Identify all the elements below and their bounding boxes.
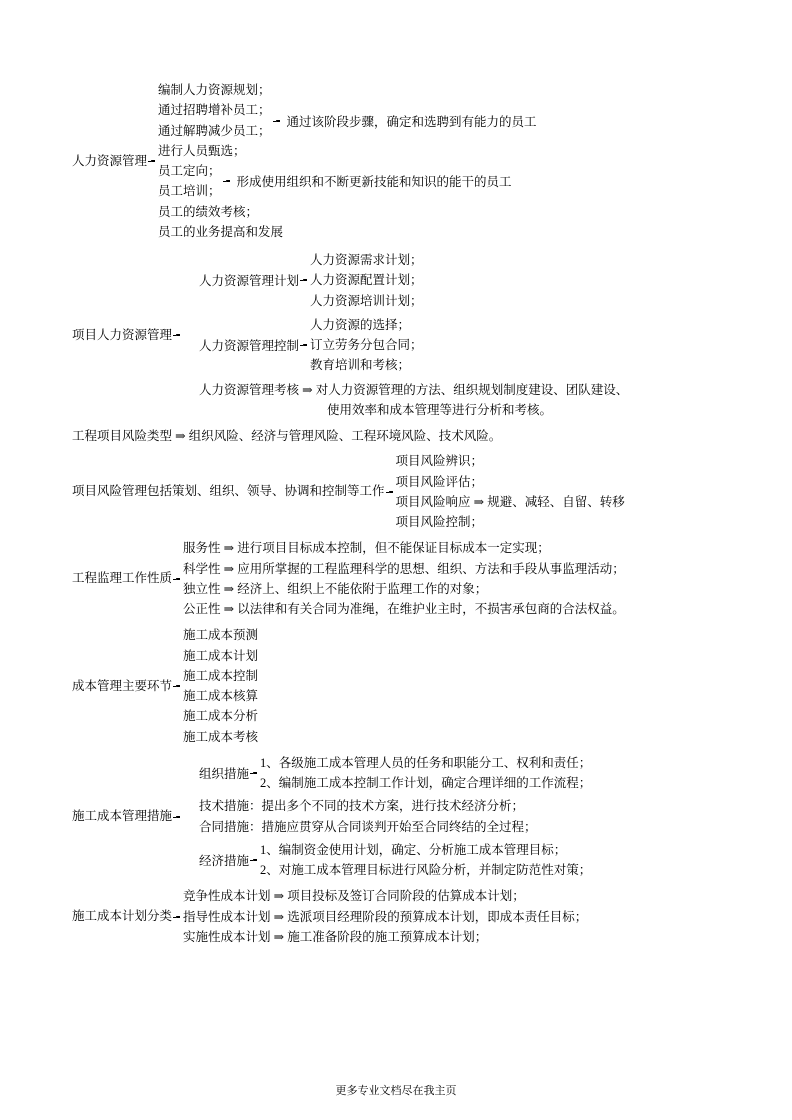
list-item: 通过解聘减少员工；: [158, 123, 271, 138]
list-item: 员工的业务提高和发展: [158, 224, 284, 239]
list-item: 实施性成本计划 ⇒ 施工准备阶段的施工预算成本计划；: [183, 929, 488, 944]
list-item: 独立性 ⇒ 经济上、组织上不能依附于监理工作的对象；: [183, 581, 488, 596]
contract-measures-line: 合同措施：措施应贯穿从合同谈判开始至合同终结的全过程；: [199, 819, 537, 834]
hr-management-rows: [158, 80, 537, 242]
list-item: 项目风险评估；: [395, 474, 484, 489]
list-item: 施工成本计划: [183, 648, 259, 663]
project-hr-label: 项目人力资源管理: [72, 327, 173, 342]
list-item: 编制人力资源规划；: [158, 83, 271, 97]
hr-subgroup-2: [158, 161, 537, 202]
list-item: 人力资源需求计划；: [310, 253, 423, 267]
list-item: 公正性 ⇒ 以法律和有关合同为准绳，在维护业主时，不损害承包商的合法权益。: [183, 602, 625, 616]
hr-plan-group: [199, 250, 628, 311]
section-risk-management: [72, 451, 752, 532]
list-item: 员工培训；: [158, 184, 221, 199]
supervision-nature-label: 工程监理工作性质: [72, 571, 173, 586]
list-item: 服务性 ⇒ 进行项目目标成本控制，但不能保证目标成本一定实现；: [183, 541, 550, 556]
cost-plan-types-rows: [183, 886, 587, 947]
hr-appraisal-line: 人力资源管理考核 ⇒ 对人力资源管理的方法、组织规划制度建设、团队建设、: [199, 382, 629, 397]
list-item: 1、编制资金使用计划，确定、分析施工成本管理目标；: [260, 842, 567, 857]
supervision-nature-rows: [183, 538, 625, 619]
cost-control-measures-label: 施工成本管理措施: [72, 809, 173, 824]
cost-management-steps-rows: [183, 625, 258, 747]
list-item: 施工成本核算: [183, 689, 259, 703]
list-item: 1、各级施工成本管理人员的任务和职能分工、权利和责任；: [260, 755, 592, 770]
list-item: 2、编制施工成本控制工作计划，确定合理详细的工作流程；: [260, 776, 592, 790]
list-item: 教育培训和考核；: [310, 358, 411, 373]
hr-management-label: 人力资源管理: [72, 153, 148, 168]
section-cost-management-steps: [72, 625, 752, 747]
list-item: 施工成本控制: [183, 668, 259, 683]
section-cost-plan-types: [72, 886, 752, 947]
section-hr-management: [72, 80, 752, 242]
list-item: 指导性成本计划 ⇒ 选派项目经理阶段的预算成本计划，即成本责任目标；: [183, 909, 588, 924]
cost-plan-types-label: 施工成本计划分类: [72, 909, 173, 924]
list-item: 施工成本分析: [183, 709, 259, 724]
project-hr-rows: [199, 250, 628, 420]
list-item: 项目风险辨识；: [395, 454, 484, 469]
hr-subgroup-1: [158, 80, 537, 161]
hr-appraisal-line-cont: 使用效率和成本管理等进行分析和考核。: [327, 402, 553, 417]
risk-management-rows: [396, 451, 625, 532]
list-item: 项目风险响应 ⇒ 规避、减轻、自留、转移: [395, 494, 625, 509]
list-item: 2、对施工成本管理目标进行风险分析，并制定防范性对策；: [260, 863, 592, 877]
tech-measures-line: 技术措施：提出多个不同的技术方案，进行技术经济分析；: [199, 799, 525, 814]
list-item: 员工定向；: [158, 164, 221, 178]
list-item: 人力资源培训计划；: [310, 293, 423, 308]
section-cost-control-measures: [72, 753, 752, 881]
hr-control-group: [199, 315, 628, 376]
list-item: 进行人员甄选；: [158, 143, 246, 158]
list-item: 施工成本考核: [183, 729, 259, 744]
list-item: 科学性 ⇒ 应用所掌握的工程监理科学的思想、组织、方法和手段从事监理活动；: [183, 561, 625, 576]
page-footer: 更多专业文档尽在我主页: [335, 1085, 457, 1097]
org-measures-group: [199, 753, 591, 794]
list-item: 订立劳务分包合同；: [310, 338, 423, 352]
econ-measures-group: [199, 840, 591, 881]
org-measures-label: 组织措施: [199, 767, 250, 781]
list-item: 人力资源的选择；: [310, 317, 411, 332]
list-item: 竞争性成本计划 ⇒ 项目投标及签订合同阶段的估算成本计划；: [183, 889, 525, 904]
section-supervision-nature: [72, 538, 752, 619]
list-item: 人力资源配置计划；: [310, 273, 423, 288]
section-project-hr-management: [72, 250, 752, 420]
econ-measures-label: 经济措施: [199, 854, 250, 868]
list-item: 通过招聘增补员工；: [158, 103, 271, 118]
hr-note-2: 形成使用组织和不断更新技能和知识的能干的员工: [236, 175, 512, 190]
hr-plan-label: 人力资源管理计划: [199, 274, 300, 289]
list-item: 员工的绩效考核；: [158, 204, 259, 219]
cost-control-measures-rows: [199, 753, 591, 881]
list-item: 施工成本预测: [183, 628, 259, 643]
risk-types-line: 工程项目风险类型 ⇒ 组织风险、经济与管理风险、工程环境风险、技术风险。: [72, 429, 502, 443]
risk-management-label: 项目风险管理包括策划、组织、领导、协调和控制等工作: [72, 484, 385, 499]
cost-management-steps-label: 成本管理主要环节: [72, 678, 173, 693]
list-item: 项目风险控制；: [395, 515, 484, 529]
hr-note-1: 通过该阶段步骤，确定和选聘到有能力的员工: [286, 114, 537, 129]
hr-appraisal-group: [199, 380, 628, 421]
hr-control-label: 人力资源管理控制: [199, 339, 300, 354]
